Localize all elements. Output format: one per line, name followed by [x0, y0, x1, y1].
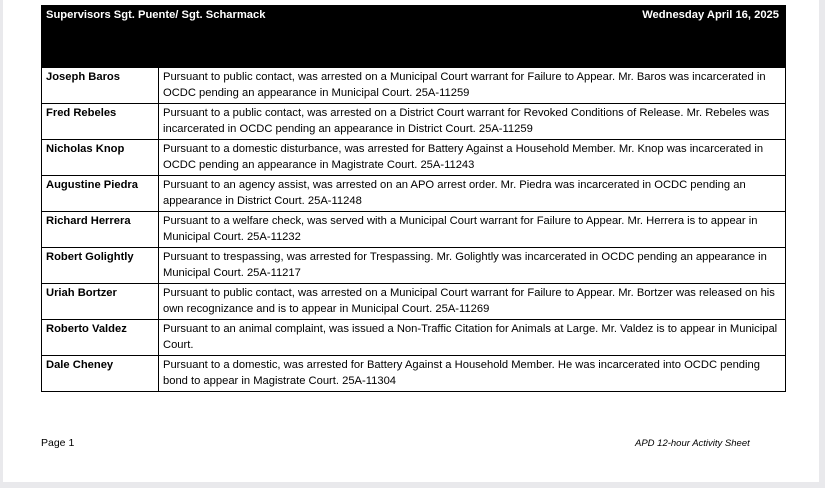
incident-description: Pursuant to public contact, was arrested on a Municipal Court warrant for Failure to Appear. Mr. Bortzer was released on his own recognizance and is to appear in Municipal Court. 25A-11269 — [159, 284, 786, 320]
incident-description: Pursuant to a domestic, was arrested for Battery Against a Household Member. He was incarcerated into OCDC pending bond to appear in Magistrate Court. 25A-11304 — [159, 356, 786, 392]
page-number: Page 1 — [41, 437, 75, 449]
table-row — [42, 104, 786, 140]
person-name: Nicholas Knop — [42, 140, 159, 176]
incident-description: Pursuant to public contact, was arrested on a Municipal Court warrant for Failure to Appear. Mr. Baros was incarcerated in OCDC pending an appearance in Municipal Court. 25A-11259 — [159, 68, 786, 104]
incident-description: Pursuant to trespassing, was arrested for Trespassing. Mr. Golightly was incarcerated in OCDC pending an appearance in Municipal Court. 25A-11217 — [159, 248, 786, 284]
table-row — [42, 140, 786, 176]
table-row — [42, 320, 786, 356]
incident-description: Pursuant to a welfare check, was served with a Municipal Court warrant for Failure to Appear. Mr. Herrera is to appear in Municipal Court. 25A-11232 — [159, 212, 786, 248]
person-name: Joseph Baros — [42, 68, 159, 104]
person-name: Roberto Valdez — [42, 320, 159, 356]
document-page — [3, 0, 819, 482]
sheet-title: APD 12-hour Activity Sheet — [635, 438, 750, 449]
person-name: Fred Rebeles — [42, 104, 159, 140]
incident-description: Pursuant to an animal complaint, was issued a Non-Traffic Citation for Animals at Large. Mr. Valdez is to appear in Municipal Court. — [159, 320, 786, 356]
supervisors-cell: Supervisors Sgt. Puente/ Sgt. Scharmack — [42, 6, 358, 37]
person-name: Robert Golightly — [42, 248, 159, 284]
person-name: Richard Herrera — [42, 212, 159, 248]
incident-description: Pursuant to an agency assist, was arrested on an APO arrest order. Mr. Piedra was incarcerated in OCDC pending an appearance in District Court. 25A-11248 — [159, 176, 786, 212]
table-row — [42, 284, 786, 320]
person-name: Dale Cheney — [42, 356, 159, 392]
incident-description: Pursuant to a domestic disturbance, was arrested for Battery Against a Household Member. Mr. Knop was incarcerated in OCDC pending an appearance in Magistrate Court. 25A-11243 — [159, 140, 786, 176]
person-name: Augustine Piedra — [42, 176, 159, 212]
header-spacer-right — [358, 37, 786, 68]
incident-description: Pursuant to a public contact, was arrested on a District Court warrant for Revoked Conditions of Release. Mr. Rebeles was incarcerated in OCDC pending an appearance in District Court. 25A-11259 — [159, 104, 786, 140]
person-name: Uriah Bortzer — [42, 284, 159, 320]
header-spacer-left — [42, 37, 358, 68]
table-row — [42, 68, 786, 104]
table-row — [42, 176, 786, 212]
entries-body — [42, 68, 786, 392]
activity-table — [41, 5, 786, 392]
table-row — [42, 212, 786, 248]
header-spacer-row — [42, 37, 786, 68]
table-row — [42, 248, 786, 284]
header-row — [42, 6, 786, 37]
table-row — [42, 356, 786, 392]
date-cell: Wednesday April 16, 2025 — [358, 6, 786, 37]
